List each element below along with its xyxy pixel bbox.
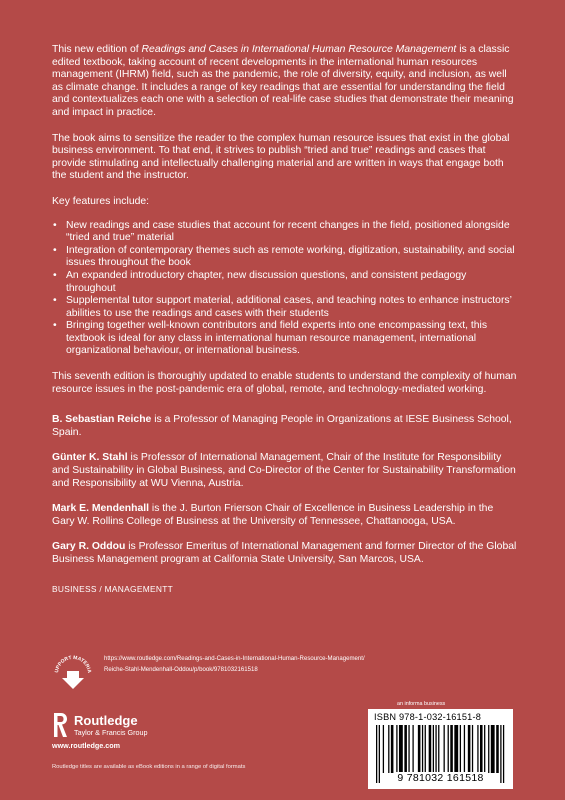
author-name: B. Sebastian Reiche [52,414,152,426]
barcode-bar [435,725,436,773]
support-material-icon [52,654,94,694]
barcode-bar [412,725,413,773]
author-bio: Mark E. Mendenhall is the J. Burton Frierson Chair of Excellence in Business Leadership in the Gary W. Rollins College of Business at the University of Tennessee, Chattanooga, USA. [52,503,494,527]
barcode-bar [422,725,423,773]
subject-category: BUSINESS / MANAGEMENTT [52,583,174,594]
barcode-bar [464,725,465,773]
ebook-note: Routledge titles are available as eBook editions in a range of digital formats [52,764,246,770]
support-icon-label: UPPORT MATERIA [54,654,93,674]
barcode-bar [468,725,471,773]
publisher-name: Routledge [74,712,138,728]
blurb [52,44,517,595]
intro-paragraph: This new edition of Readings and Cases in International Human Resource Management is a classic edited textbook, taking account of recent developments in the international human resources management (IHRM) field, such as the pandemic, the role of diversity, equity, and inclusion, as well as climate change. It includes a range of key readings that are essential for understanding the field and contextualizes each one with a selection of real-life case studies that demonstrate their meaning and impact in practice. [52,44,514,118]
barcode-bar [480,725,483,773]
feature-item: • Integration of contemporary themes such as remote working, digitization, sustainability, and social issues throughout the book [52,245,517,270]
barcode-bar [460,725,461,773]
barcode-bar [396,725,397,773]
publisher-group: Taylor & Francis Group [74,727,148,737]
barcode-bar [404,725,407,773]
barcode-bar [425,725,426,773]
barcode-bar [408,725,409,773]
barcode-bar [484,725,485,773]
feature-item: • New readings and case studies that account for recent changes in the field, positioned alongside “tried and true” material [52,220,517,245]
barcode-bar [477,725,478,773]
barcode-bar [418,725,421,773]
svg-text:SUPPORT MATERIAL [52,654,92,674]
barcode-bar [383,725,384,773]
barcode-bar [450,725,453,773]
barcode-bar [488,725,489,773]
author-name: Mark E. Mendenhall [52,503,150,515]
author-bio: Günter K. Stahl is Professor of International Management, Chair of the Institute for Responsibility and Sustainability in Global Business, and Co-Director of the Center for Sustainability Transformation and Responsibility at WU Vienna, Austria. [52,452,516,489]
informa-tagline: an informa business [397,701,446,707]
book-title: Readings and Cases in International Human Resource Management [141,44,457,55]
barcode-bar [388,725,389,773]
barcode-bar [454,725,458,773]
features-heading: Key features include: [52,195,150,207]
feature-item: • Bringing together well-known contributors and field experts into one encompassing text, this textbook is ideal for any class in international human resource management, international organizational behaviour, or international business. [52,320,517,358]
barcode-bar [448,725,449,773]
features-list [52,220,517,359]
barcode-bar [429,725,432,773]
feature-item: • An expanded introductory chapter, new discussion questions, and consistent pedagogy throughout [52,270,517,295]
author-bio: Gary R. Oddou is Professor Emeritus of International Management and former Director of the Global Business Management program at California State University, San Marcos, USA. [52,541,517,565]
publisher-logo [52,712,148,738]
barcode-bar [472,725,473,773]
author-bio: B. Sebastian Reiche is a Professor of Managing People in Organizations at IESE Business School, Spain. [52,414,512,438]
barcode-bar [491,725,495,773]
support-url[interactable]: https://www.routledge.com/Readings-and-Cases-in-International-Human-Resource-Management/ Reiche-Stahl-Mendenhall-Oddou/p/book/9781032161518 [104,655,365,673]
author-name: Günter K. Stahl [52,452,128,464]
barcode-digits: 9 781032 161518 [397,772,484,784]
publisher-url[interactable]: www.routledge.com [52,741,121,750]
feature-item: • Supplemental tutor support material, additional cases, and teaching notes to enhance instructors’ abilities to use the readings and cases with their students [52,295,517,320]
barcode-panel [368,709,513,789]
isbn-label: ISBN 978-1-032-16151-8 [374,712,482,722]
author-name: Gary R. Oddou [52,541,126,553]
routledge-logo-icon [52,712,68,738]
aim-paragraph: The book aims to sensitize the reader to the complex human resource issues that exist in the global business environment. To that end, it strives to publish “tried and true” readings and cases that provide stimulating and intellectually challenging material and are written in ways that engage both the student and the instructor. [52,132,510,182]
barcode-bar [433,725,434,773]
edition-note: This seventh edition is thoroughly updated to enable students to understand the complexity of human resource issues in the post-pandemic era of global, remote, and technology-mediated working. [52,371,517,395]
support-material [52,654,444,694]
barcode-bar [391,725,394,773]
barcode-bar [399,725,403,773]
barcode-bar [496,725,499,773]
